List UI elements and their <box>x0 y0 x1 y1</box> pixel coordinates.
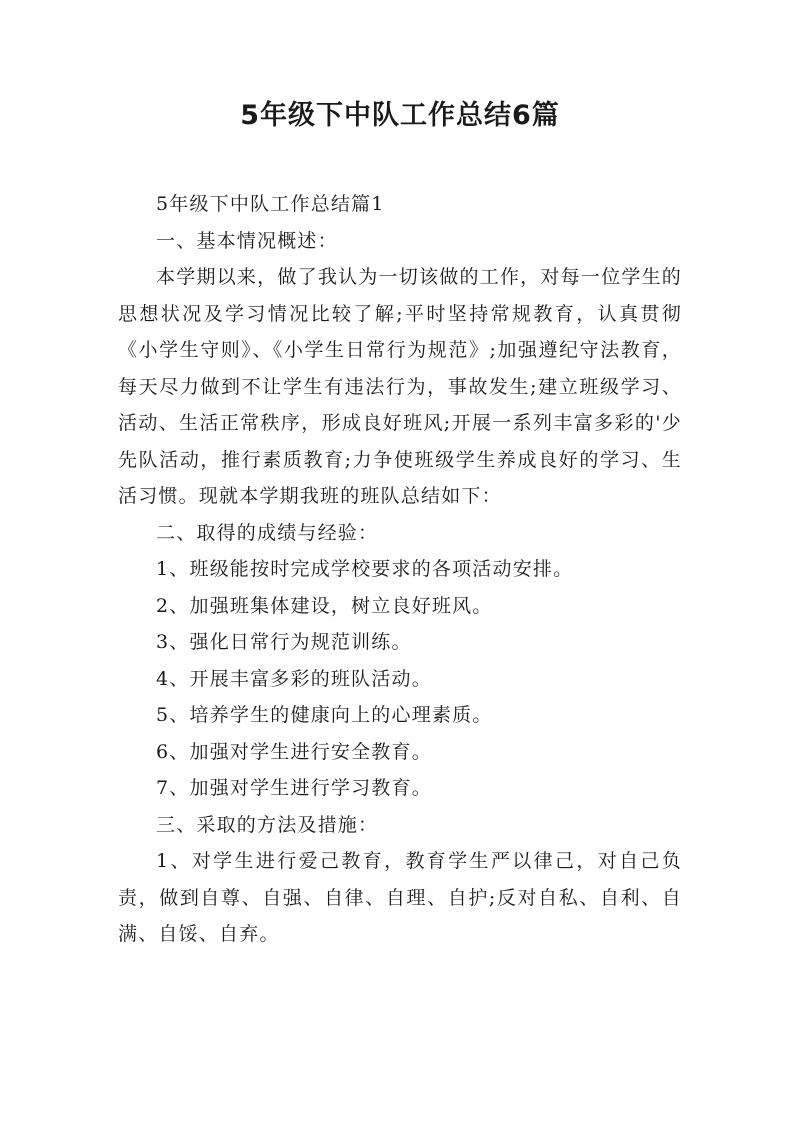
list-item: 5、培养学生的健康向上的心理素质。 <box>156 704 493 726</box>
list-item: 6、加强对学生进行安全教育。 <box>156 740 432 763</box>
document-title: 5年级下中队工作总结6篇 <box>240 100 560 131</box>
subsection-heading: 二、取得的成绩与经验： <box>156 521 379 544</box>
list-item: 7、加强对学生进行学习教育。 <box>156 777 432 799</box>
list-item: 4、开展丰富多彩的班队活动。 <box>156 667 432 690</box>
subsection-heading: 一、基本情况概述： <box>156 229 338 252</box>
list-item: 3、强化日常行为规范训练。 <box>156 631 412 653</box>
list-item: 1、对学生进行爱己教育，教育学生严以律己，对自己负责，做到自尊、自强、自律、自理、自护;反对自私、自利、自满、自馁、自弃。 <box>118 850 682 945</box>
body-paragraph: 本学期以来，做了我认为一切该做的工作，对每一位学生的思想状况及学习情况比较了解;平时坚持常规教育，认真贯彻《小学生守则》、《小学生日常行为规范》;加强遵纪守法教育，每天尽力做到不让学生有违法行为，事故发生;建立班级学习、活动、生活正常秩序，形成良好班风;开展一系列丰富多彩的'少先队活动，推行素质教育;力争使班级学生养成良好的学习、生活习惯。现就本学期我班的班队总结如下： <box>118 266 682 507</box>
section-heading: 5年级下中队工作总结篇1 <box>156 193 385 215</box>
list-item: 2、加强班集体建设，树立良好班风。 <box>156 594 493 617</box>
list-item: 1、班级能按时完成学校要求的各项活动安排。 <box>156 558 574 580</box>
document-body <box>118 186 682 953</box>
subsection-heading: 三、采取的方法及措施： <box>156 813 379 836</box>
